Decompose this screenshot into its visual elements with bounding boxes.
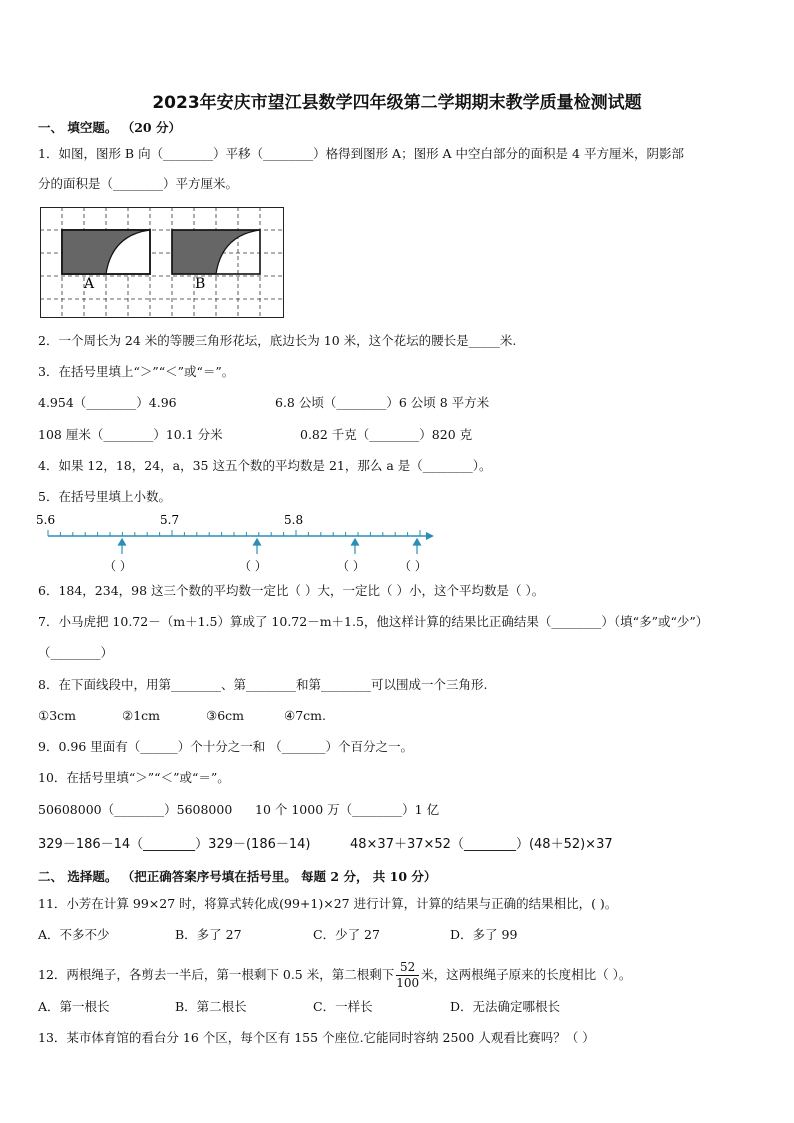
pointer-1-head [119, 539, 126, 545]
question-3-item-3: 108 厘米（________）10.1 分米 [38, 427, 223, 442]
question-8: 8．在下面线段中，用第________、第________和第________可以围成一个三角形. [38, 677, 488, 692]
question-9: 9．0.96 里面有（______）个十分之一和 （_______）个百分之一。 [38, 739, 413, 754]
q12-option-c: C．一样长 [313, 999, 373, 1014]
fraction-denominator: 100 [396, 976, 420, 990]
pointer-4-head [414, 539, 421, 545]
q12-option-b: B．第二根长 [175, 999, 247, 1014]
section-choice-heading: 二、 选择题。 （把正确答案序号填在括号里。 每题 2 分， 共 10 分） [38, 869, 437, 884]
question-10-item-1: 50608000（________）5608000 [38, 802, 233, 817]
axis-arrow [426, 532, 434, 540]
blank-1: （ ） [104, 559, 132, 573]
blank-4: （ ） [399, 559, 427, 573]
question-7-line-1: 7．小马虎把 10.72－（m＋1.5）算成了 10.72－m＋1.5，他这样计算的结果比正确结果（________）（填“多”或“少”） [38, 614, 709, 629]
question-10-item-2: 10 个 1000 万（________）1 亿 [255, 802, 440, 817]
question-13: 13．某市体育馆的看台分 16 个区，每个区有 155 个座位.它能同时容纳 2500 人观看比赛吗？（ ） [38, 1030, 595, 1045]
fraction-52-100 [396, 960, 419, 991]
q11-option-a: A．不多不少 [38, 927, 110, 942]
question-10-item-4: 48×37＋37×52（________）(48＋52)×37 [350, 837, 613, 852]
question-5: 5．在括号里填上小数。 [38, 489, 171, 504]
question-12-text-pre: 12．两根绳子，各剪去一半后，第一根剩下 0.5 米，第二根剩下 [38, 967, 395, 982]
q12-option-a: A．第一根长 [38, 999, 110, 1014]
segment-option-3: ③6cm [206, 708, 245, 723]
question-1-line-1: 1．如图，图形 B 向（________）平移（________）格得到图形 A；图形 A 中空白部分的面积是 4 平方厘米，阴影部 [38, 146, 684, 161]
blank-3: （ ） [337, 559, 365, 573]
question-10: 10．在括号里填“＞”“＜”或“＝”。 [38, 770, 230, 785]
grid-figure [40, 207, 285, 319]
axis-ticks [48, 530, 420, 536]
question-3: 3．在括号里填上“＞”“＜”或“＝”。 [38, 364, 235, 379]
q12-option-d: D．无法确定哪根长 [450, 999, 561, 1014]
pointer-3-head [352, 539, 359, 545]
shape-b [172, 230, 260, 274]
question-3-item-1: 4.954（________）4.96 [38, 395, 177, 410]
shape-a [62, 230, 150, 274]
question-4: 4．如果 12，18，24，a，35 这五个数的平均数是 21，那么 a 是（________）。 [38, 458, 492, 473]
question-6: 6．184，234，98 这三个数的平均数一定比（ ）大，一定比（ ）小，这个平均数是（ ）。 [38, 583, 545, 598]
q11-option-d: D．多了 99 [450, 927, 518, 942]
question-12-text-post: 米，这两根绳子原来的长度相比（ ）。 [421, 967, 632, 982]
fraction-numerator: 52 [400, 960, 416, 974]
tick-label-5-7: 5.7 [160, 513, 180, 527]
question-3-item-2: 6.8 公顷（________）6 公顷 8 平方米 [275, 395, 490, 410]
section-fill-in-heading: 一、 填空题。 （20 分） [38, 120, 181, 135]
segment-option-1: ①3cm [38, 708, 77, 723]
tick-label-5-6: 5.6 [36, 513, 56, 527]
pointer-2-head [254, 539, 261, 545]
q11-option-c: C．少了 27 [313, 927, 380, 942]
label-b: B [195, 276, 206, 292]
question-11: 11．小芳在计算 99×27 时，将算式转化成(99+1)×27 进行计算，计算的结果与正确的结果相比，( )。 [38, 896, 618, 911]
segment-option-2: ②1cm [122, 708, 161, 723]
question-2: 2．一个周长为 24 米的等腰三角形花坛，底边长为 10 米，这个花坛的腰长是_____米. [38, 333, 517, 348]
question-12 [38, 960, 631, 991]
tick-label-5-8: 5.8 [284, 513, 304, 527]
blank-2: （ ） [239, 559, 267, 573]
number-line [30, 510, 440, 575]
segment-option-4: ④7cm. [284, 708, 326, 723]
label-a: A [84, 276, 95, 292]
page-title: 2023年安庆市望江县数学四年级第二学期期末教学质量检测试题 [152, 93, 642, 113]
question-3-item-4: 0.82 千克（________）820 克 [300, 427, 473, 442]
q11-option-b: B．多了 27 [175, 927, 242, 942]
question-10-item-3: 329－186－14（________）329－(186－14) [38, 837, 311, 852]
question-1-line-2: 分的面积是（________）平方厘米。 [38, 176, 239, 191]
question-7-line-2: （________） [38, 645, 114, 660]
